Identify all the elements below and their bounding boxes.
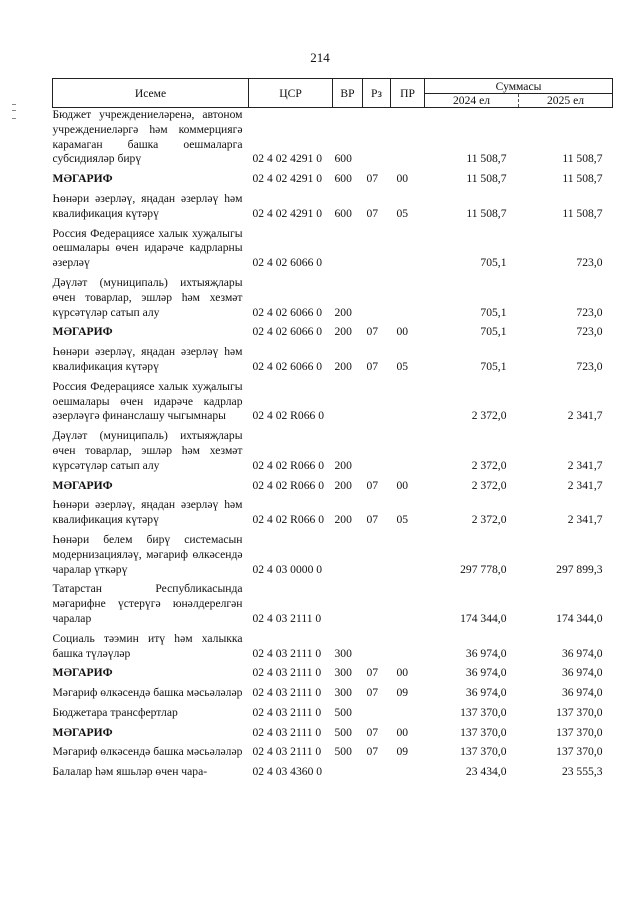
row-rz: 07 — [366, 206, 379, 220]
row-sum-2024: 137 370,0 — [460, 705, 507, 719]
row-name: Һөнәри әзерләү, яңадан әзерләү һәм квалификация күтәрү — [52, 191, 243, 220]
row-csr: 02 4 03 2111 0 — [252, 611, 322, 625]
row-rz: 07 — [366, 478, 379, 492]
row-name: Мәгариф өлкәсендә башка мәсьәләләр — [52, 745, 243, 759]
row-vr — [333, 528, 363, 577]
row-rz — [363, 528, 391, 577]
row-pr: 05 — [396, 513, 409, 527]
row-sum-2024: 36 974,0 — [465, 686, 507, 700]
row-pr — [391, 108, 425, 168]
row-sum-2024: 2 372,0 — [471, 478, 507, 492]
table-row — [53, 167, 613, 187]
row-sum-2025: 36 974,0 — [561, 686, 603, 700]
header-pr: ПР — [391, 79, 425, 108]
row-name: Бюджет учреждениеләренә, автоном учреждениеләргә һәм коммерциягә карамаган башка оешмаларга субсидияләр бирү — [52, 108, 243, 166]
table-row — [53, 661, 613, 681]
row-rz — [363, 222, 391, 271]
row-vr: 200 — [334, 478, 352, 492]
row-name: Һөнәри әзерләү, яңадан әзерләү һәм квалификация күтәрү — [52, 345, 243, 373]
row-name: Балалар һәм яшьләр өчен чара- — [52, 765, 208, 779]
table-row — [53, 424, 613, 473]
row-csr: 02 4 03 4360 0 — [252, 765, 323, 779]
row-name: Дәүләт (муниципаль) ихтыяҗлары өчен товарлар, эшләр һәм хезмәт күрсәтүләр сатып алу — [52, 429, 243, 472]
row-vr — [333, 577, 363, 626]
row-sum-2024: 11 508,7 — [466, 152, 507, 166]
row-csr: 02 4 02 6066 0 — [252, 359, 323, 373]
margin-mark — [12, 110, 16, 111]
row-pr: 05 — [396, 359, 409, 373]
row-csr: 02 4 02 6066 0 — [252, 256, 323, 270]
row-sum-2025: 137 370,0 — [556, 745, 603, 759]
row-sum-2024: 36 974,0 — [465, 666, 507, 680]
row-sum-2024: 705,1 — [480, 256, 507, 270]
table-header — [53, 79, 613, 108]
header-rz: Рз — [363, 79, 391, 108]
row-pr — [391, 701, 425, 721]
row-rz — [363, 271, 391, 320]
row-pr: 09 — [396, 745, 409, 759]
margin-mark — [12, 104, 16, 105]
row-pr — [391, 760, 425, 780]
table-row — [53, 474, 613, 494]
row-sum-2025: 36 974,0 — [561, 646, 603, 660]
row-vr: 200 — [334, 325, 352, 339]
row-name: Россия Федерациясе халык хуҗалыгы оешмалары өчен идарәче кадрларны әзерләү — [52, 226, 243, 270]
table-row — [53, 108, 613, 168]
row-rz: 07 — [366, 666, 379, 680]
row-vr — [333, 760, 363, 780]
table-row — [53, 721, 613, 741]
row-name: Һөнәри әзерләү, яңадан әзерләү һәм квалификация күтәрү — [52, 498, 243, 527]
header-sums: Суммасы — [425, 79, 613, 94]
row-sum-2024: 705,1 — [480, 325, 507, 339]
row-rz: 07 — [366, 325, 379, 339]
row-csr: 02 4 02 6066 0 — [252, 325, 323, 339]
table-row — [53, 320, 613, 340]
row-csr: 02 4 03 2111 0 — [252, 705, 322, 719]
row-vr — [333, 222, 363, 271]
row-name: Һөнәри белем бирү системасын модернизацияләү, мәгариф өлкәсендә чаралар үткәрү — [52, 532, 243, 576]
row-pr: 00 — [396, 172, 409, 186]
row-sum-2025: 2 341,7 — [567, 458, 603, 472]
budget-table — [52, 78, 613, 780]
table-row — [53, 340, 613, 375]
row-vr: 600 — [334, 172, 352, 186]
row-name: МӘГАРИФ — [52, 666, 113, 680]
row-sum-2025: 297 899,3 — [556, 562, 603, 576]
row-pr — [391, 528, 425, 577]
row-pr: 00 — [396, 666, 409, 680]
row-csr: 02 4 03 2111 0 — [252, 686, 322, 700]
row-name: МӘГАРИФ — [52, 478, 113, 492]
row-rz: 07 — [366, 359, 379, 373]
margin-mark — [12, 118, 16, 119]
row-sum-2025: 23 555,3 — [561, 765, 603, 779]
row-csr: 02 4 02 R066 0 — [252, 478, 324, 492]
row-sum-2024: 11 508,7 — [466, 206, 507, 220]
row-csr: 02 4 03 0000 0 — [252, 562, 323, 576]
row-csr: 02 4 02 R066 0 — [252, 458, 324, 472]
row-vr: 500 — [334, 705, 352, 719]
row-sum-2024: 297 778,0 — [460, 562, 507, 576]
row-sum-2025: 137 370,0 — [556, 725, 603, 739]
row-csr: 02 4 02 R066 0 — [252, 409, 324, 423]
row-name: МӘГАРИФ — [52, 325, 113, 339]
row-sum-2024: 11 508,7 — [466, 172, 507, 186]
row-rz: 07 — [366, 686, 379, 700]
page-number: 214 — [310, 50, 330, 65]
row-pr — [391, 375, 425, 424]
row-csr: 02 4 03 2111 0 — [252, 725, 322, 739]
row-name: МӘГАРИФ — [52, 725, 113, 739]
row-sum-2024: 2 372,0 — [471, 409, 507, 423]
table-row — [53, 627, 613, 662]
row-vr: 200 — [334, 305, 352, 319]
row-csr: 02 4 03 2111 0 — [252, 666, 322, 680]
row-sum-2025: 11 508,7 — [562, 172, 603, 186]
row-sum-2024: 23 434,0 — [465, 765, 507, 779]
row-csr: 02 4 02 R066 0 — [252, 513, 324, 527]
header-year-2024: 2024 ел — [425, 94, 519, 108]
row-pr: 05 — [396, 206, 409, 220]
table-body — [53, 108, 613, 781]
table-row — [53, 375, 613, 424]
row-csr: 02 4 03 2111 0 — [252, 646, 322, 660]
table-row — [53, 187, 613, 222]
row-name: Татарстан Республикасында мәгарифне үстерүгә юнәлдерелгән чаралар — [52, 582, 243, 625]
row-vr: 300 — [334, 686, 352, 700]
header-name: Исеме — [53, 79, 249, 108]
row-rz — [363, 375, 391, 424]
row-vr: 200 — [334, 359, 352, 373]
row-pr: 00 — [396, 478, 409, 492]
row-sum-2025: 174 344,0 — [556, 611, 603, 625]
row-rz — [363, 701, 391, 721]
row-pr: 00 — [396, 325, 409, 339]
row-vr: 200 — [334, 513, 352, 527]
row-csr: 02 4 02 4291 0 — [252, 206, 323, 220]
row-vr: 600 — [334, 152, 352, 166]
row-sum-2024: 36 974,0 — [465, 646, 507, 660]
row-rz — [363, 577, 391, 626]
row-rz — [363, 424, 391, 473]
row-pr: 09 — [396, 686, 409, 700]
table-row — [53, 760, 613, 780]
row-rz — [363, 627, 391, 662]
row-vr: 300 — [334, 666, 352, 680]
table-row — [53, 577, 613, 626]
row-rz: 07 — [366, 725, 379, 739]
row-name: Дәүләт (муниципаль) ихтыяҗлары өчен товарлар, эшләр һәм хезмәт күрсәтүләр сатып алу — [52, 275, 243, 319]
row-sum-2025: 2 341,7 — [567, 409, 603, 423]
row-name: Социаль тәэмин итү һәм халыкка башка түләүләр — [52, 631, 243, 660]
row-pr: 00 — [396, 725, 409, 739]
row-name: Мәгариф өлкәсендә башка мәсьәләләр — [52, 686, 243, 700]
row-sum-2025: 36 974,0 — [561, 666, 603, 680]
row-name: Россия Федерациясе халык хуҗалыгы оешмалары өчен идарәче кадрлар әзерләүгә финанслашу чыгымнары — [52, 379, 243, 423]
table-row — [53, 701, 613, 721]
row-name: МӘГАРИФ — [52, 172, 113, 186]
row-sum-2024: 705,1 — [480, 359, 507, 373]
row-vr: 600 — [334, 206, 352, 220]
row-csr: 02 4 02 6066 0 — [252, 305, 323, 319]
row-sum-2025: 137 370,0 — [556, 705, 603, 719]
table-row — [53, 493, 613, 528]
row-pr — [391, 271, 425, 320]
row-sum-2025: 2 341,7 — [567, 513, 603, 527]
row-rz — [363, 108, 391, 168]
row-vr: 200 — [334, 458, 352, 472]
row-pr — [391, 627, 425, 662]
row-sum-2024: 137 370,0 — [460, 725, 507, 739]
row-sum-2024: 705,1 — [480, 305, 507, 319]
row-csr: 02 4 02 4291 0 — [252, 152, 323, 166]
header-year-2025: 2025 ел — [519, 94, 613, 108]
row-pr — [391, 424, 425, 473]
row-sum-2025: 11 508,7 — [562, 152, 603, 166]
row-sum-2025: 11 508,7 — [562, 206, 603, 220]
row-vr — [333, 375, 363, 424]
row-sum-2024: 2 372,0 — [471, 513, 507, 527]
header-vr: ВР — [333, 79, 363, 108]
row-csr: 02 4 02 4291 0 — [252, 172, 323, 186]
row-name: Бюджетара трансфертлар — [52, 705, 178, 719]
row-sum-2025: 723,0 — [576, 359, 603, 373]
row-sum-2024: 2 372,0 — [471, 458, 507, 472]
row-pr — [391, 577, 425, 626]
row-rz — [363, 760, 391, 780]
row-rz: 07 — [366, 745, 379, 759]
row-vr: 300 — [334, 646, 352, 660]
row-vr: 500 — [334, 725, 352, 739]
row-pr — [391, 222, 425, 271]
row-sum-2025: 723,0 — [576, 305, 603, 319]
row-sum-2025: 723,0 — [576, 256, 603, 270]
table-row — [53, 681, 613, 701]
table-row — [53, 222, 613, 271]
row-sum-2025: 723,0 — [576, 325, 603, 339]
row-rz: 07 — [366, 172, 379, 186]
row-sum-2025: 2 341,7 — [567, 478, 603, 492]
header-csr: ЦСР — [249, 79, 333, 108]
table-row — [53, 740, 613, 760]
row-rz: 07 — [366, 513, 379, 527]
table-row — [53, 528, 613, 577]
row-sum-2024: 174 344,0 — [460, 611, 507, 625]
row-sum-2024: 137 370,0 — [460, 745, 507, 759]
row-vr: 500 — [334, 745, 352, 759]
row-csr: 02 4 03 2111 0 — [252, 745, 322, 759]
table-row — [53, 271, 613, 320]
